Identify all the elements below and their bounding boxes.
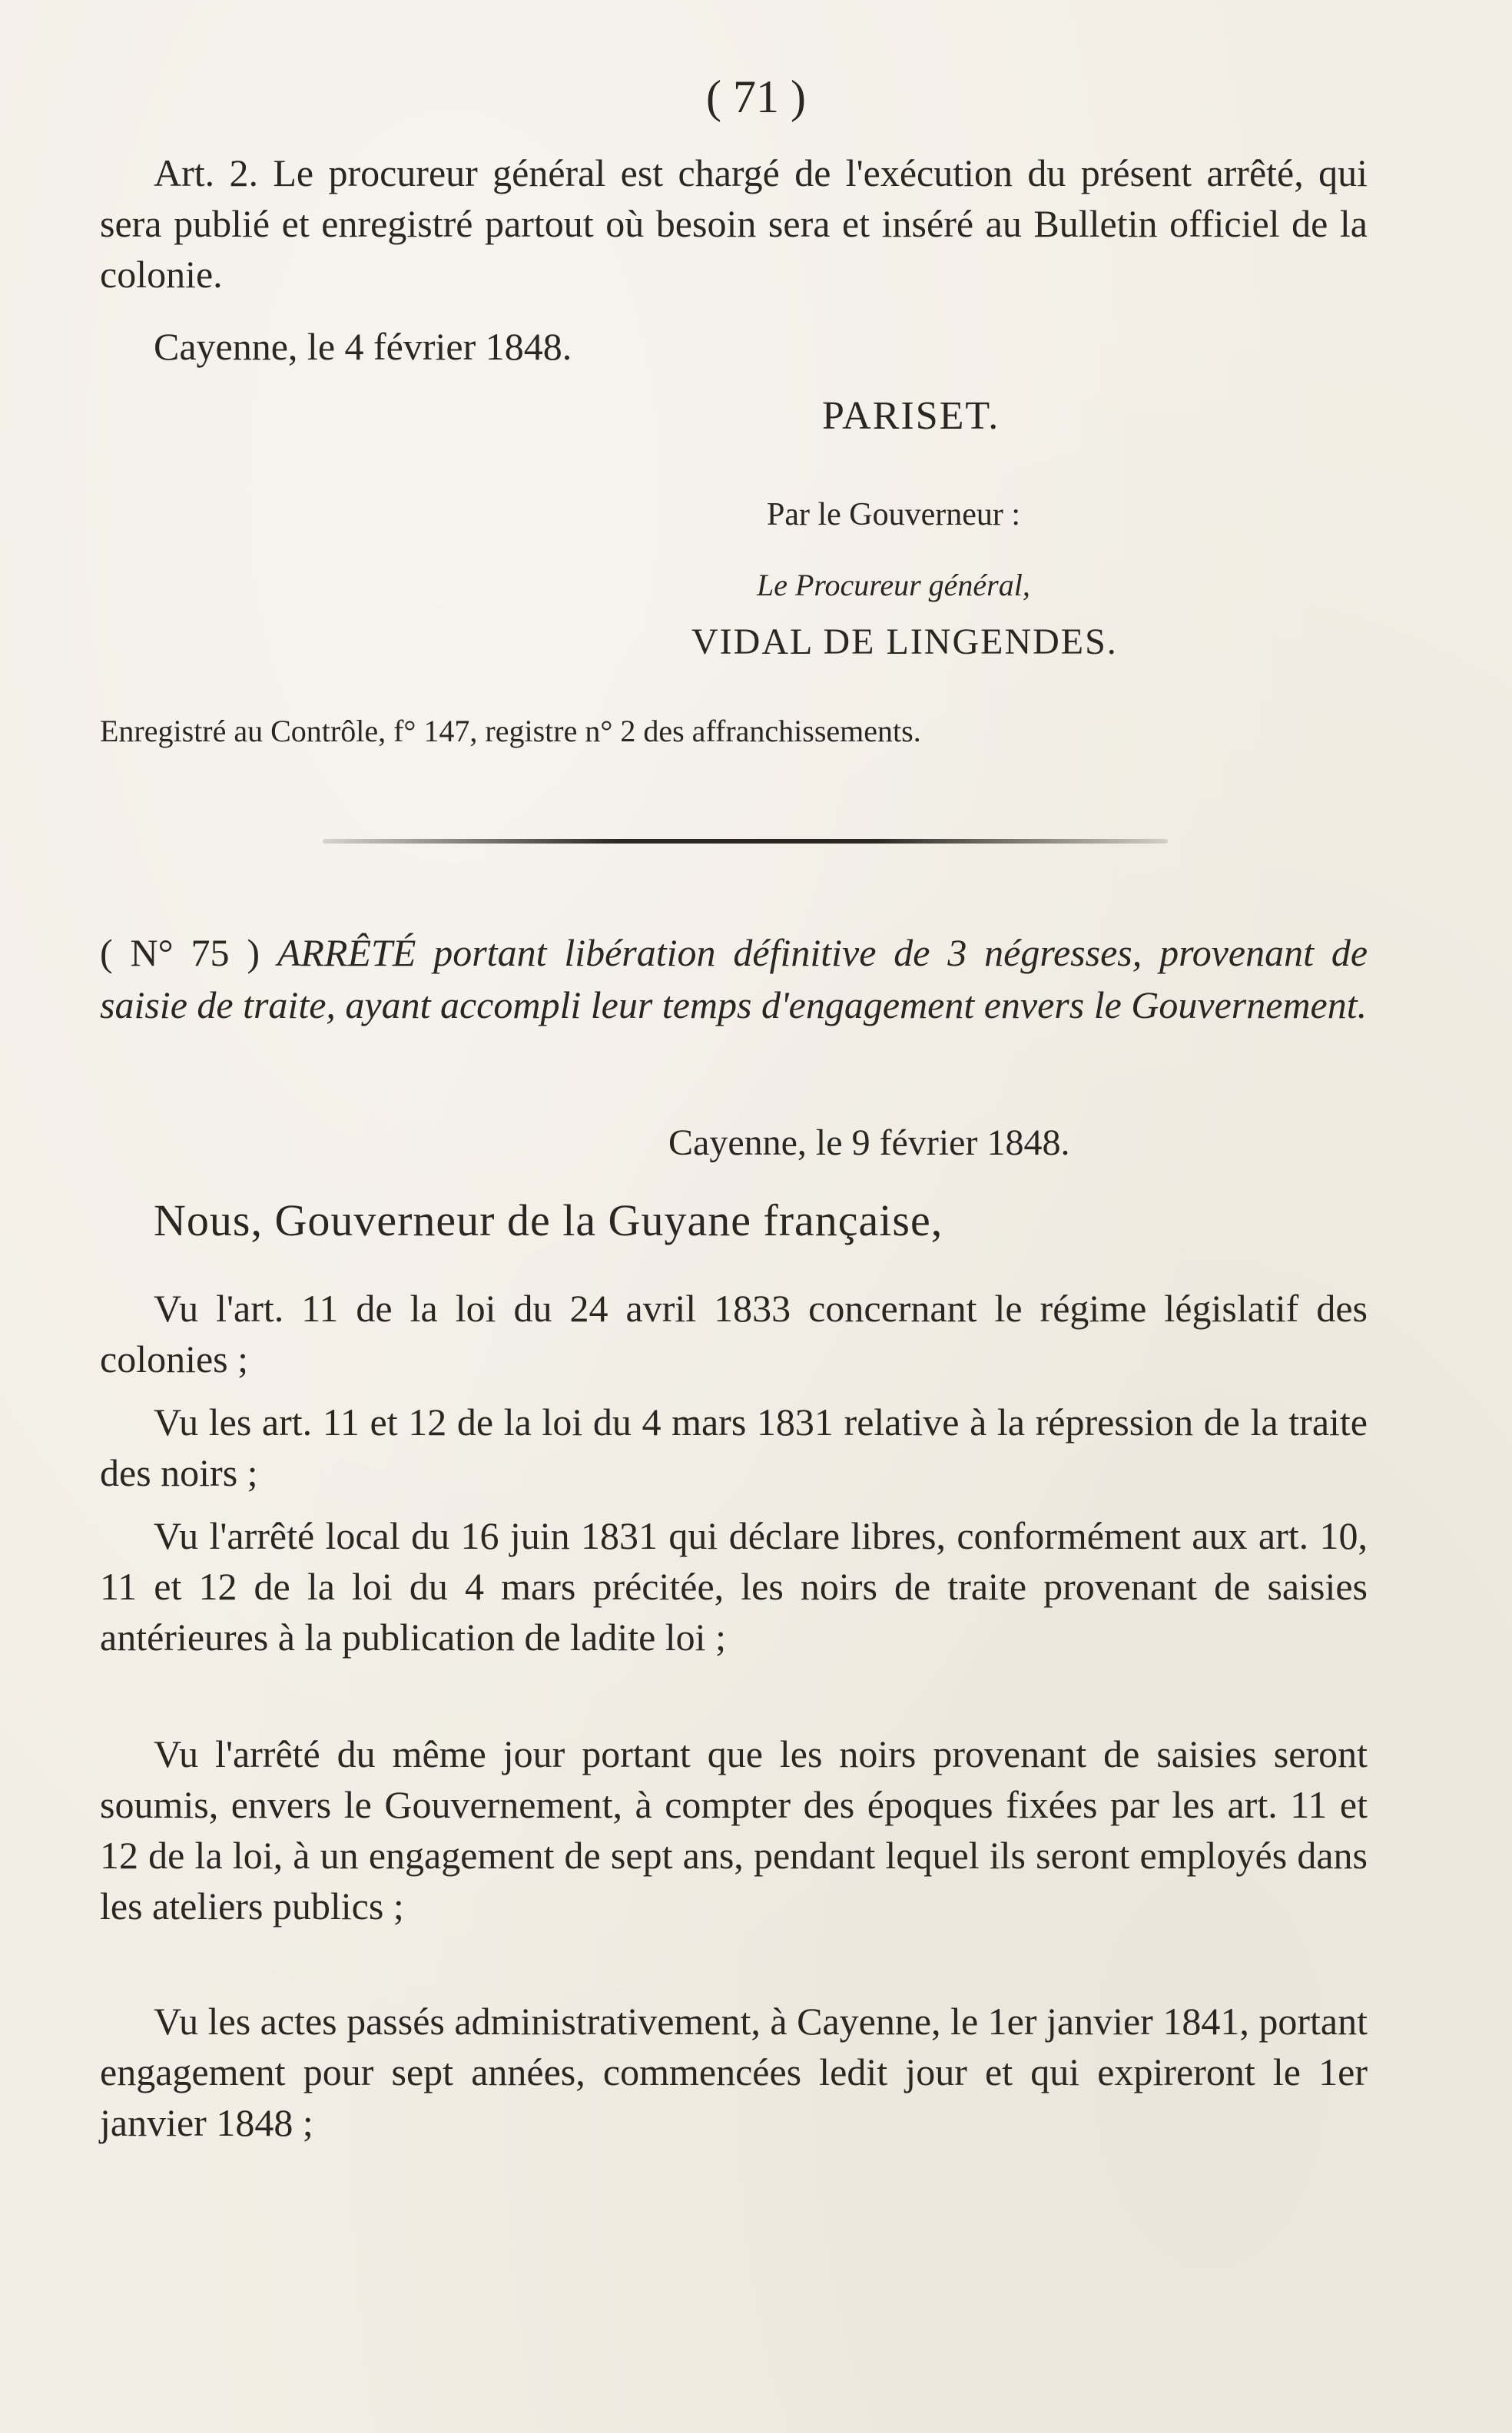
date-line-2: Cayenne, le 9 février 1848. — [668, 1122, 1070, 1163]
paragraph-vu-arrete-local: Vu l'arrêté local du 16 juin 1831 qui déclare libres, conformément aux art. 10, 11 et 12 de la loi du 4 mars précitée, les noirs de traite provenant de saisies antérieures à la publication de ladite loi ; — [100, 1514, 1368, 1659]
article-2-paragraph: Art. 2. Le procureur général est chargé de l'exécution du présent arrêté, qui sera publié et enregistré partout où besoin sera et inséré au Bulletin officiel de la colonie. — [100, 151, 1368, 296]
paragraph-vu-actes: Vu les actes passés administrativement, à Cayenne, le 1er janvier 1841, portant engagement pour sept années, commencées ledit jour et qui expireront le 1er janvier 1848 ; — [100, 2000, 1368, 2144]
paragraph-vu-loi-1833: Vu l'art. 11 de la loi du 24 avril 1833 concernant le régime législatif des colonies ; — [100, 1287, 1368, 1381]
decree-title: ARRÊTÉ portant libération définitive de 3 négresses, provenant de saisie de traite, ayant accompli leur temps d'engagement envers le Gouvernement. — [100, 931, 1368, 1026]
section-divider — [323, 839, 1168, 844]
signature-pariset: PARISET. — [822, 394, 1000, 438]
date-line-1: Cayenne, le 4 février 1848. — [154, 325, 572, 368]
nous-gouverneur-heading: Nous, Gouverneur de la Guyane française, — [154, 1195, 943, 1245]
page-number: ( 71 ) — [706, 71, 806, 122]
decree-number: ( N° 75 ) — [100, 931, 260, 974]
signature-vidal-de-lingendes: VIDAL DE LINGENDES. — [691, 622, 1118, 662]
procureur-general-title: Le Procureur général, — [757, 568, 1030, 602]
decree-heading — [100, 926, 1368, 1031]
paragraph-vu-arrete-meme-jour: Vu l'arrêté du même jour portant que les noirs provenant de saisies seront soumis, envers le Gouvernement, à compter des époques fixées par les art. 11 et 12 de la loi, à un engagement de sept ans, pendant lequel ils seront employés dans les ateliers publics ; — [100, 1732, 1368, 1928]
registration-note: Enregistré au Contrôle, f° 147, registre n° 2 des affranchissements. — [100, 714, 921, 748]
paragraph-vu-loi-1831: Vu les art. 11 et 12 de la loi du 4 mars 1831 relative à la répression de la traite des noirs ; — [100, 1400, 1368, 1494]
par-le-gouverneur: Par le Gouverneur : — [767, 497, 1021, 532]
